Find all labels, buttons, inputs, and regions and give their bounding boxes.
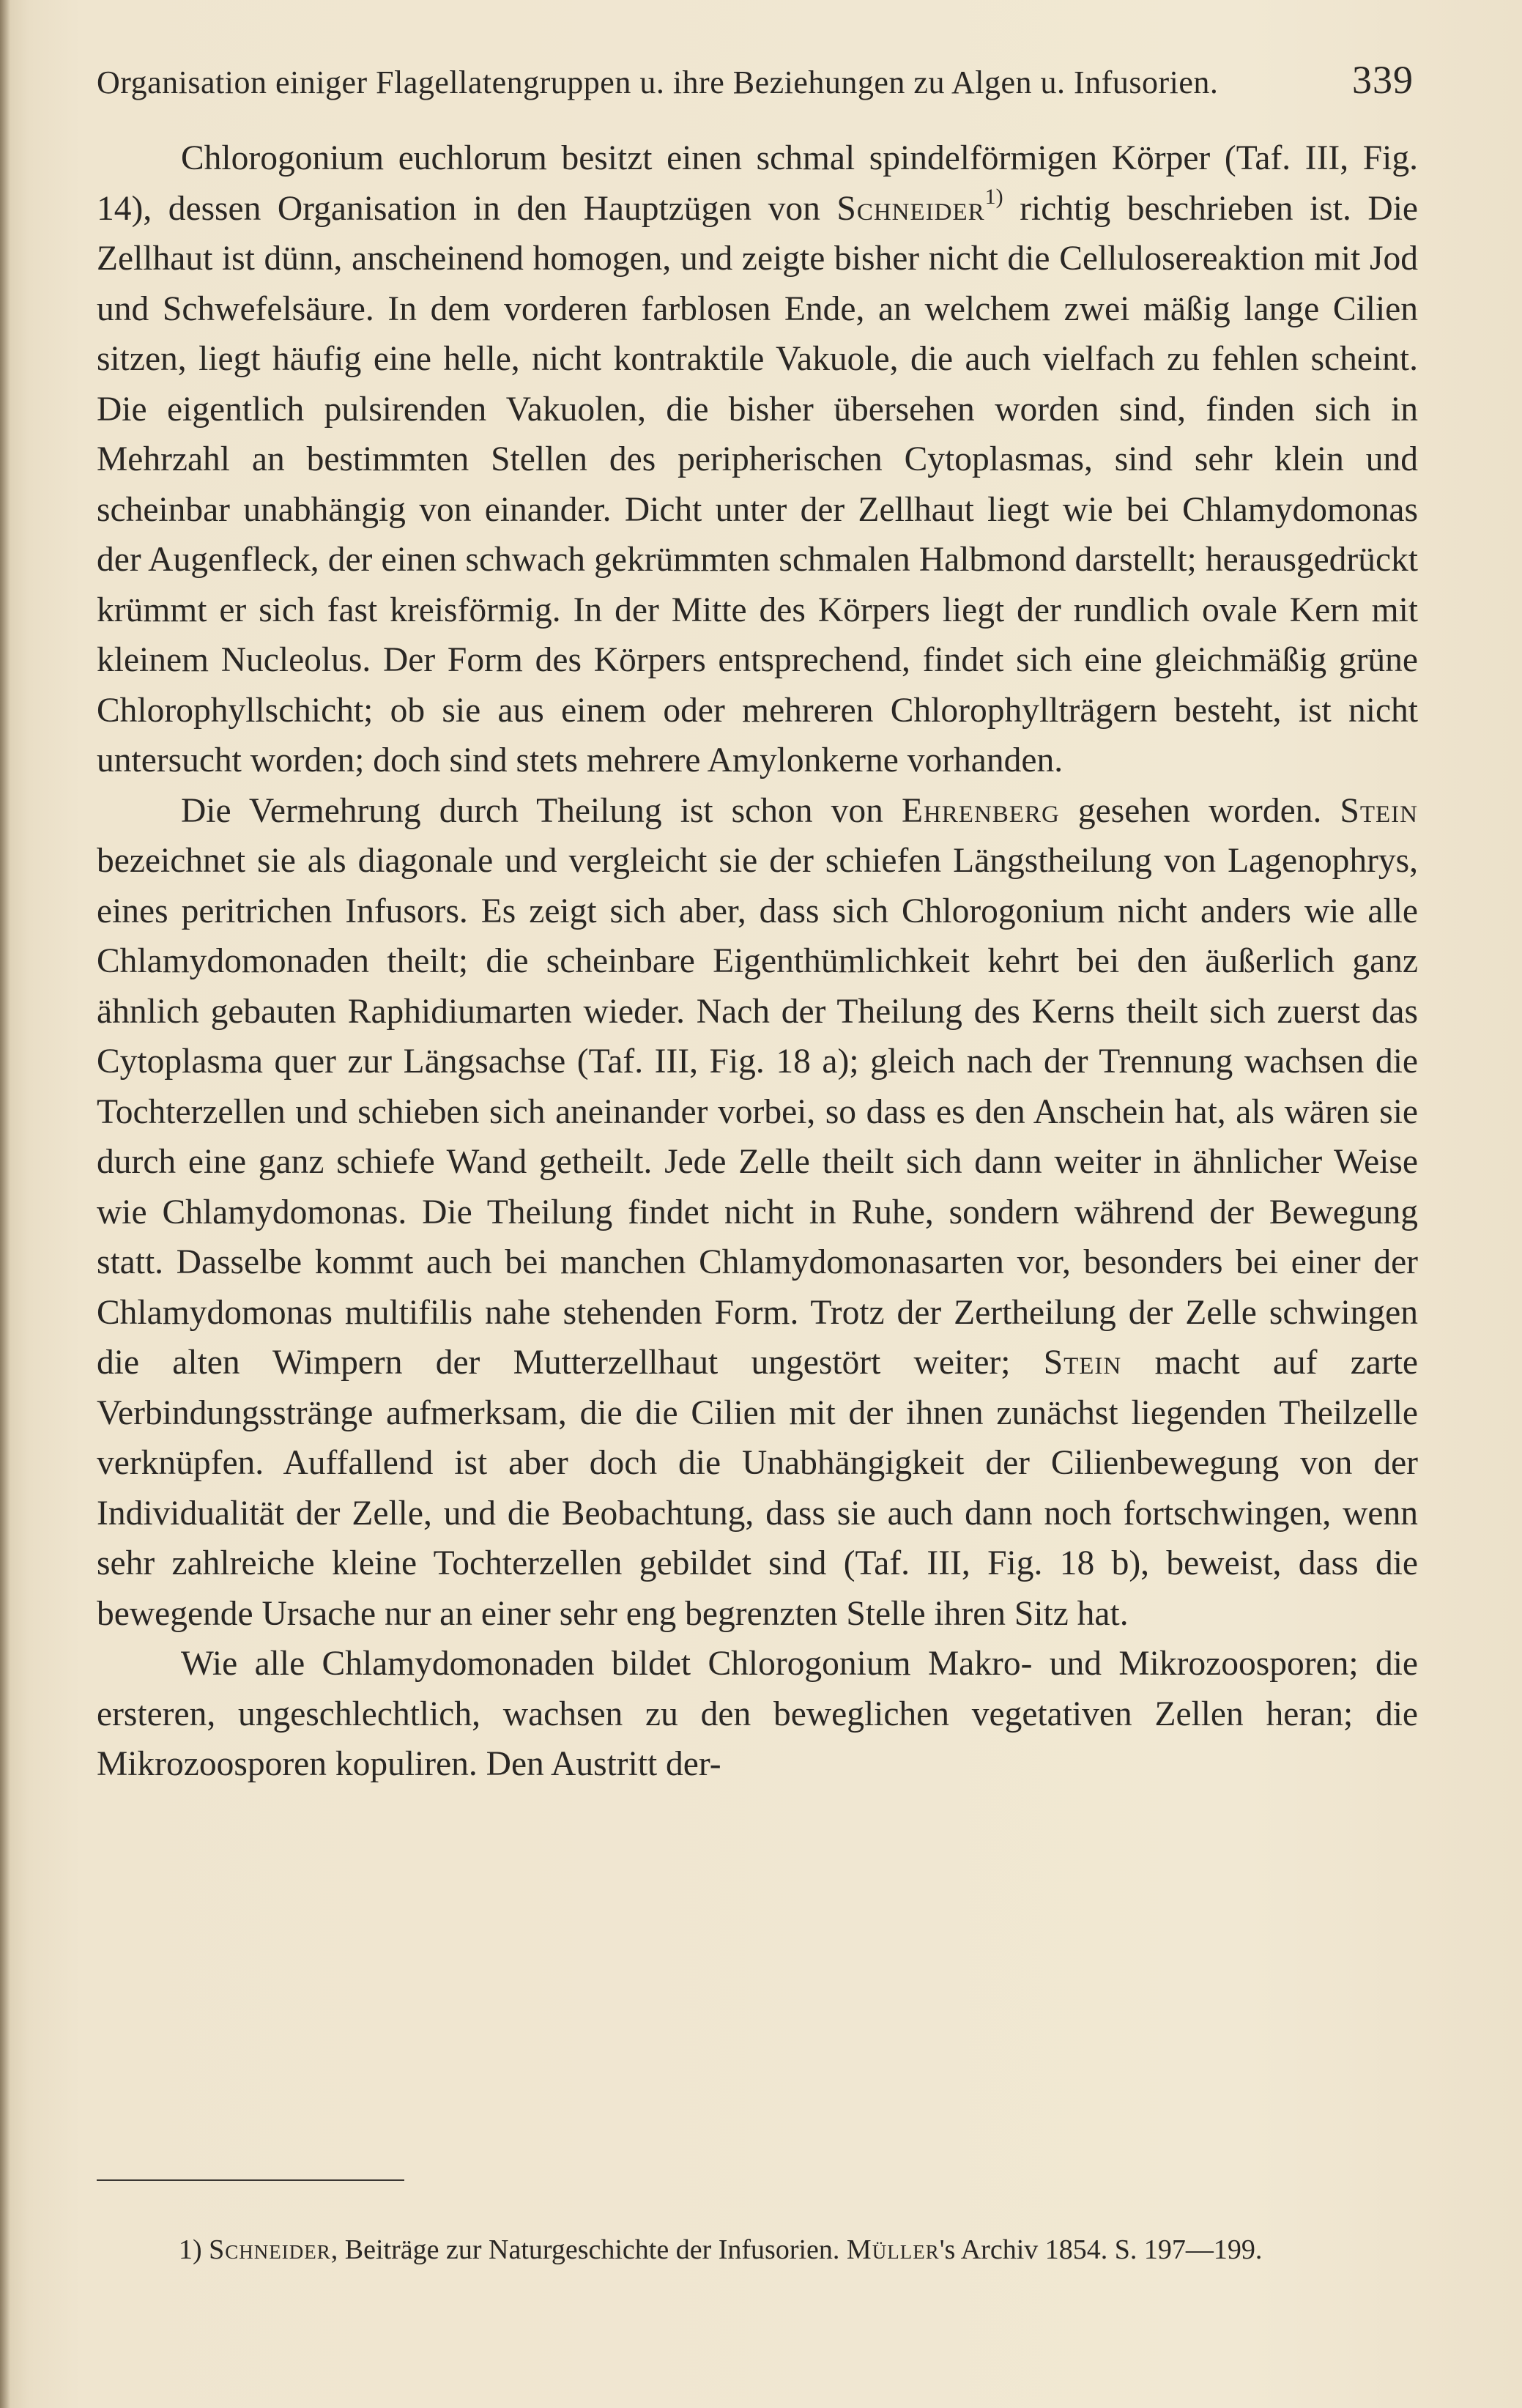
footnote-author: Schneider [209, 2234, 331, 2265]
running-header [97, 57, 1414, 116]
author-name-ehrenberg: Ehrenberg [901, 791, 1060, 830]
body-text [97, 133, 1418, 1790]
paragraph-2 [97, 786, 1418, 1640]
paragraph-2-text-a: Die Vermehrung durch Theilung ist schon von [181, 791, 902, 830]
paragraph-2-text-d: macht auf zarte Verbindungsstränge aufmerksam, die die Cilien mit der ihnen zunächst liegenden Theilzelle verknüpfen. Auffallend ist aber doch die Unabhängigkeit der Cilienbewegung von der Individualität der Zelle, und die Beobachtung, dass sie auch dann noch fortschwingen, wenn sehr zahlreiche kleine Tochterzellen gebildet sind (Taf. III, Fig. 18 b), beweist, dass die bewegende Ursache nur an einer sehr eng begrenzten Stelle ihren Sitz hat. [97, 1344, 1418, 1633]
paragraph-2-text-b: gesehen worden. [1059, 791, 1340, 830]
footnote-text-b: 's Archiv 1854. S. 197—199. [939, 2234, 1263, 2265]
author-name-stein-2: Stein [1043, 1344, 1122, 1382]
author-name-schneider: Schneider [836, 189, 985, 228]
paragraph-1 [97, 133, 1418, 786]
footnote-divider [97, 2179, 404, 2181]
footnote-number: 1) [179, 2234, 202, 2265]
footnote-archive-name: Müller [846, 2234, 940, 2265]
paragraph-3-text: Wie alle Chlamydomonaden bildet Chlorogonium Makro- und Mikrozoosporen; die ersteren, ungeschlechtlich, wachsen zu den beweglichen vegetativen Zellen heran; die Mikrozoosporen kopuliren. Den Austritt der- [97, 1645, 1418, 1783]
page-number: 339 [1352, 58, 1414, 102]
footnote-marker: 1) [984, 184, 1003, 209]
paragraph-1-text-a: Chlorogonium euchlorum besitzt einen schmal spindelförmigen Körper (Taf. III, Fig. 14), dessen Organisation in den Hauptzügen von [97, 139, 1418, 228]
page-edge-shadow [0, 0, 10, 2408]
header-title: Organisation einiger Flagellatengruppen u. ihre Beziehungen zu Algen u. Infusorien. [97, 64, 1219, 100]
paragraph-2-text-c: bezeichnet sie als diagonale und vergleicht sie der schiefen Längstheilung von Lagenophrys, eines peritrichen Infusors. Es zeigt sich aber, dass sich Chlorogonium nicht anders wie alle Chlamydomonaden theilt; die scheinbare Eigenthümlichkeit kehrt bei den äußerlich ganz ähnlich gebauten Raphidiumarten wieder. Nach der Theilung des Kerns theilt sich zuerst das Cytoplasma quer zur Längsachse (Taf. III, Fig. 18 a); gleich nach der Trennung wachsen die Tochterzellen und schieben sich aneinander vorbei, so dass es den Anschein hat, als wären sie durch eine ganz schiefe Wand getheilt. Jede Zelle theilt sich dann weiter in ähnlicher Weise wie Chlamydomonas. Die Theilung findet nicht in Ruhe, sondern während der Bewegung statt. Dasselbe kommt auch bei manchen Chlamydomonasarten vor, besonders bei einer der Chlamydomonas multifilis nahe stehenden Form. Trotz der Zertheilung der Zelle schwingen die alten Wimpern der Mutterzellhaut ungestört weiter; [97, 842, 1418, 1382]
paragraph-3 [97, 1639, 1418, 1790]
paragraph-1-text-b: richtig beschrieben ist. Die Zellhaut ist dünn, anscheinend homogen, und zeigte bisher nicht die Cellulosereaktion mit Jod und Schwefelsäure. In dem vorderen farblosen Ende, an welchem zwei mäßig lange Cilien sitzen, liegt häufig eine helle, nicht kontraktile Vakuole, die auch vielfach zu fehlen scheint. Die eigentlich pulsirenden Vakuolen, die bisher übersehen worden sind, finden sich in Mehrzahl an bestimmten Stellen des peripherischen Cytoplasmas, sind sehr klein und scheinbar unabhängig von einander. Dicht unter der Zellhaut liegt wie bei Chlamydomonas der Augenfleck, der einen schwach gekrümmten schmalen Halbmond darstellt; herausgedrückt krümmt er sich fast kreisförmig. In der Mitte des Körpers liegt der rundlich ovale Kern mit kleinem Nucleolus. Der Form des Körpers entsprechend, findet sich eine gleichmäßig grüne Chlorophyllschicht; ob sie aus einem oder mehreren Chlorophyllträgern besteht, ist nicht untersucht worden; doch sind stets mehrere Amylonkerne vorhanden. [97, 189, 1418, 779]
footnote-text-a: , Beiträge zur Naturgeschichte der Infusorien. [330, 2234, 847, 2265]
author-name-stein: Stein [1340, 791, 1418, 830]
footnote [97, 2229, 1418, 2271]
